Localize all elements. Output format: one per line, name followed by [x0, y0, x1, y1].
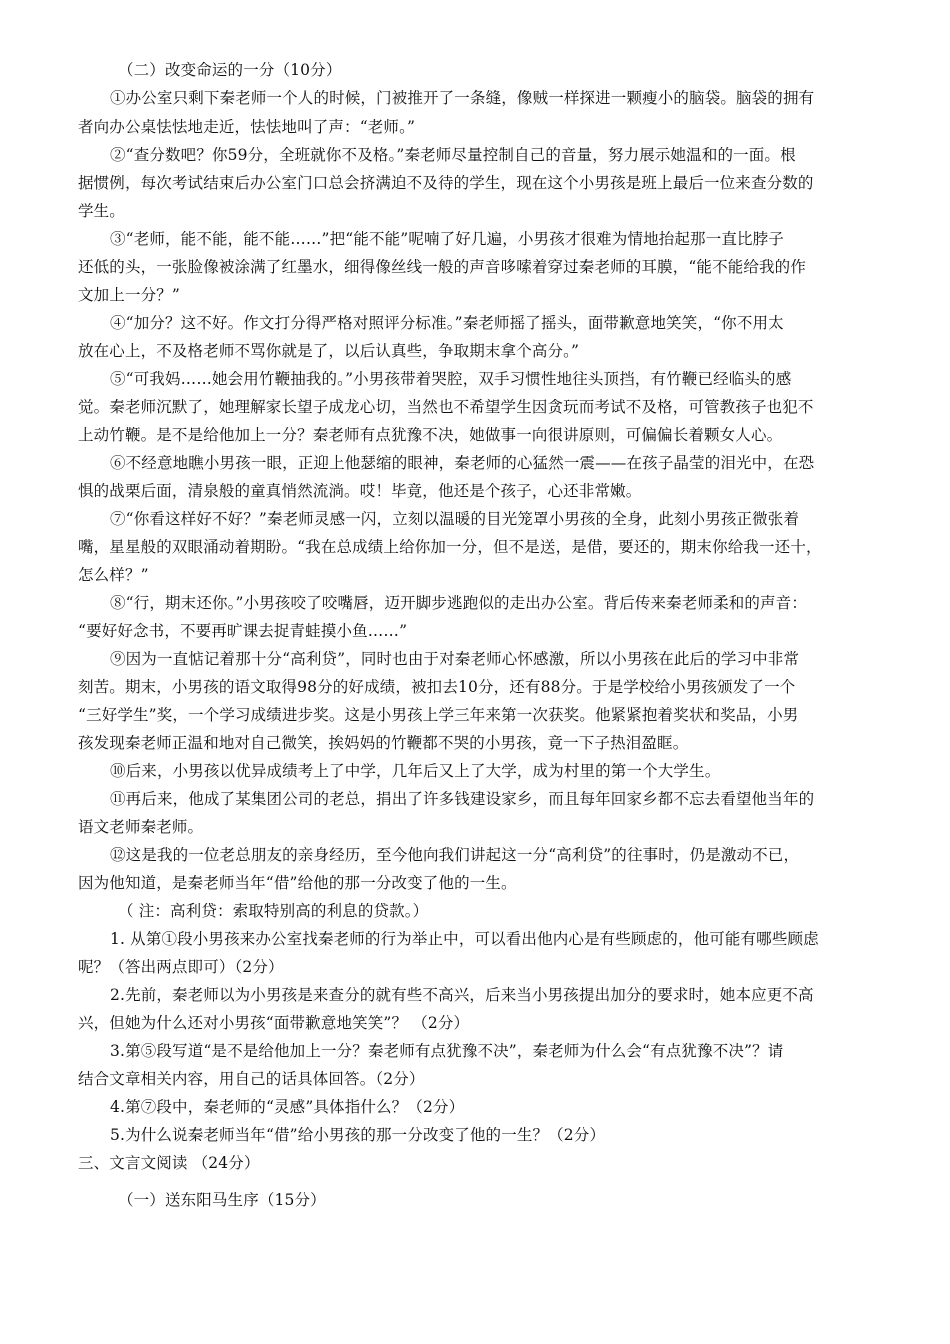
paragraph-line: ⑫这是我的一位老总朋友的亲身经历，至今他向我们讲起这一分“高利贷”的往事时，仍是激动不已，	[110, 846, 800, 864]
paragraph-line: “要好好念书，不要再旷课去捉青蛙摸小鱼……”	[78, 622, 408, 640]
paragraph-line: 孩发现秦老师正温和地对自己微笑，挨妈妈的竹鞭都不哭的小男孩，竟一下子热泪盈眶。	[78, 734, 689, 752]
paragraph-line: ⑪再后来，他成了某集团公司的老总，捐出了许多钱建设家乡，而且每年回家乡都不忘去看望他当年的	[110, 790, 815, 808]
paragraph-line: ⑦“你看这样好不好？”秦老师灵感一闪，立刻以温暖的目光笼罩小男孩的全身，此刻小男孩正微张着	[110, 510, 800, 528]
paragraph-line: ①办公室只剩下秦老师一个人的时候，门被推开了一条缝，像贼一样探进一颗瘦小的脑袋。脑袋的拥有	[110, 89, 815, 107]
paragraph-line: 刻苦。期末，小男孩的语文取得98分的好成绩，被扣去10分，还有88分。于是学校给小男孩颁发了一个	[78, 678, 796, 696]
question-line: 4.第⑦段中，秦老师的“灵感”具体指什么？（2分）	[110, 1098, 465, 1116]
paragraph-line: ⑧“行，期末还你。”小男孩咬了咬嘴唇，迈开脚步逃跑似的走出办公室。背后传来秦老师柔和的声音：	[110, 594, 808, 612]
part-title: 三、文言文阅读 （24分）	[78, 1154, 260, 1172]
paragraph-line: 者向办公桌怯怯地走近，怯怯地叫了声：“老师。”	[78, 118, 416, 136]
section-title: （二）改变命运的一分（10分）	[118, 61, 342, 79]
subsection-title: （一）送东阳马生序（15分）	[118, 1191, 326, 1209]
question-line: 5.为什么说秦老师当年“借”给小男孩的那一分改变了他的一生？（2分）	[110, 1126, 606, 1144]
question-line: 3.第⑤段写道“是不是给他加上一分？秦老师有点犹豫不决”，秦老师为什么会“有点犹豫不决”？请	[110, 1042, 784, 1060]
paragraph-line: 因为他知道，是秦老师当年“借”给他的那一分改变了他的一生。	[78, 874, 517, 892]
question-line: 2.先前，秦老师以为小男孩是来查分的就有些不高兴，后来当小男孩提出加分的要求时，她本应更不高	[110, 986, 814, 1004]
paragraph-line: 文加上一分？”	[78, 286, 180, 304]
paragraph-line: 上动竹鞭。是不是给他加上一分？秦老师有点犹豫不决，她做事一向很讲原则，可偏偏长着颗女人心。	[78, 426, 783, 444]
paragraph-line: ⑩后来，小男孩以优异成绩考上了中学，几年后又上了大学，成为村里的第一个大学生。	[110, 762, 721, 780]
paragraph-line: 学生。	[78, 202, 125, 220]
paragraph-line: 怎么样？”	[78, 566, 149, 584]
paragraph-line: ③“老师，能不能，能不能……”把“能不能”呢喃了好几遍，小男孩才很难为情地抬起那一直比脖子	[110, 230, 784, 248]
question-line: 兴，但她为什么还对小男孩“面带歉意地笑笑”？ （2分）	[78, 1014, 470, 1032]
paragraph-line: 放在心上，不及格老师不骂你就是了，以后认真些，争取期末拿个高分。”	[78, 342, 580, 360]
paragraph-line: “三好学生”奖，一个学习成绩进步奖。这是小男孩上学三年来第一次获奖。他紧紧抱着奖状和奖品，小男	[78, 706, 799, 724]
glossary-note: （ 注：高利贷：索取特别高的利息的贷款。）	[118, 902, 429, 920]
question-line: 1. 从第①段小男孩来办公室找秦老师的行为举止中，可以看出他内心是有些顾虑的，他可能有哪些顾虑	[110, 930, 819, 948]
paragraph-line: 觉。秦老师沉默了，她理解家长望子成龙心切，当然也不希望学生因贪玩而考试不及格，可管教孩子也犯不	[78, 398, 814, 416]
paragraph-line: ④“加分？这不好。作文打分得严格对照评分标准。”秦老师摇了摇头，面带歉意地笑笑，“你不用太	[110, 314, 784, 332]
paragraph-line: 嘴，星星般的双眼涌动着期盼。“我在总成绩上给你加一分，但不是送，是借，要还的，期末你给我一还十，	[78, 538, 822, 556]
paragraph-line: ⑤“可我妈……她会用竹鞭抽我的。”小男孩带着哭腔，双手习惯性地往头顶挡，有竹鞭已经临头的感	[110, 370, 792, 388]
paragraph-line: 还低的头，一张脸像被涂满了红墨水，细得像丝线一般的声音哆嗦着穿过秦老师的耳膜，“能不能给我的作	[78, 258, 806, 276]
paragraph-line: 语文老师秦老师。	[78, 818, 204, 836]
question-line: 呢？（答出两点即可）（2分）	[78, 958, 284, 976]
paragraph-line: ②“查分数吧？你59分，全班就你不及格。”秦老师尽量控制自己的音量，努力展示她温和的一面。根	[110, 146, 796, 164]
question-line: 结合文章相关内容，用自己的话具体回答。（2分）	[78, 1070, 425, 1088]
paragraph-line: ⑨因为一直惦记着那十分“高利贷”，同时也由于对秦老师心怀感激，所以小男孩在此后的学习中非常	[110, 650, 800, 668]
paragraph-line: ⑥不经意地瞧小男孩一眼，正迎上他瑟缩的眼神，秦老师的心猛然一震——在孩子晶莹的泪光中，在恐	[110, 454, 815, 472]
paragraph-line: 据惯例，每次考试结束后办公室门口总会挤满迫不及待的学生，现在这个小男孩是班上最后一位来查分数的	[78, 174, 814, 192]
paragraph-line: 惧的战栗后面，清泉般的童真悄然流淌。哎！毕竟，他还是个孩子，心还非常嫩。	[78, 482, 642, 500]
